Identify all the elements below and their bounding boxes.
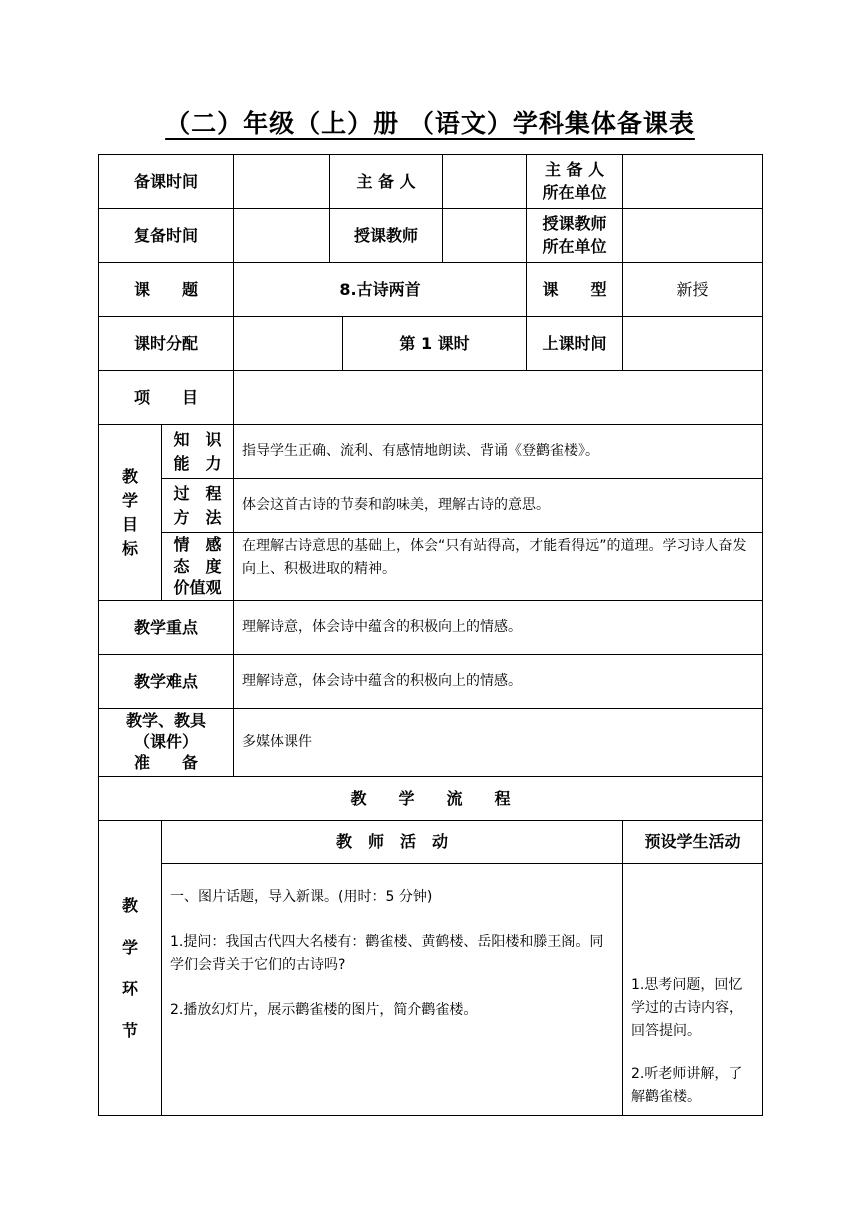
row-difficulties bbox=[99, 655, 763, 709]
key-points-text: 理解诗意，体会诗中蕴含的积极向上的情感。 bbox=[234, 601, 763, 655]
student-activity-header: 预设学生活动 bbox=[623, 821, 763, 864]
goal-row bbox=[99, 425, 763, 479]
row-prep-time bbox=[99, 155, 763, 209]
topic-value: 8.古诗两首 bbox=[234, 263, 527, 317]
topic-label: 课 题 bbox=[99, 263, 234, 317]
teacher-label: 授课教师 bbox=[330, 209, 443, 263]
period-label: 课时分配 bbox=[99, 317, 234, 371]
review-time-value bbox=[234, 209, 330, 263]
flow-section-label: 教 学 环 节 bbox=[99, 821, 162, 1116]
goal-row bbox=[99, 533, 763, 601]
prep-time-label: 备课时间 bbox=[99, 155, 234, 209]
prep-time-value bbox=[234, 155, 330, 209]
class-time-label: 上课时间 bbox=[527, 317, 623, 371]
goal-row bbox=[99, 479, 763, 533]
page-title: （二）年级（上）册 （语文）学科集体备课表 bbox=[165, 109, 695, 138]
goal-sub-label-emotion: 情 感 态 度 价值观 bbox=[162, 533, 234, 601]
flow-heading: 教 学 流 程 bbox=[99, 777, 763, 821]
row-flow-heading bbox=[99, 777, 763, 821]
student-activity-cell bbox=[623, 864, 763, 1116]
teacher-paragraph: 2.播放幻灯片，展示鹳雀楼的图片，简介鹳雀楼。 bbox=[170, 1002, 478, 1019]
lead-unit-label: 主 备 人 所在单位 bbox=[527, 155, 623, 209]
student-paragraph: 2.听老师讲解，了解鹳雀楼。 bbox=[631, 1066, 743, 1106]
teacher-paragraph: 1.提问：我国古代四大名楼有：鹳雀楼、黄鹤楼、岳阳楼和滕王阁。同学们会背关于它们的古诗吗? bbox=[170, 934, 604, 974]
row-flow-content bbox=[99, 864, 763, 1116]
tools-label: 教学、教具 （课件） 准 备 bbox=[99, 709, 234, 777]
difficulties-label: 教学难点 bbox=[99, 655, 234, 709]
item-value bbox=[234, 371, 763, 425]
class-time-value bbox=[623, 317, 763, 371]
teacher-unit-label: 授课教师 所在单位 bbox=[527, 209, 623, 263]
tools-text: 多媒体课件 bbox=[234, 709, 763, 777]
type-value: 新授 bbox=[623, 263, 763, 317]
goal-text-process: 体会这首古诗的节奏和韵味美，理解古诗的意思。 bbox=[234, 479, 763, 533]
period-value: 第 1 课时 bbox=[343, 317, 527, 371]
teacher-unit-value bbox=[623, 209, 763, 263]
goal-text-knowledge: 指导学生正确、流利、有感情地朗读、背诵《登鹳雀楼》。 bbox=[234, 425, 763, 479]
row-topic bbox=[99, 263, 763, 317]
row-item bbox=[99, 371, 763, 425]
type-label: 课 型 bbox=[527, 263, 623, 317]
teacher-activity-cell bbox=[162, 864, 623, 1116]
lesson-plan-table bbox=[98, 154, 763, 1116]
row-flow-header bbox=[99, 821, 763, 864]
row-review-time bbox=[99, 209, 763, 263]
teacher-paragraph: 一、图片话题，导入新课。(用时：5 分钟) bbox=[170, 889, 433, 905]
lead-preparer-label: 主 备 人 bbox=[330, 155, 443, 209]
teacher-activity-header: 教 师 活 动 bbox=[162, 821, 623, 864]
difficulties-text: 理解诗意，体会诗中蕴含的积极向上的情感。 bbox=[234, 655, 763, 709]
teacher-value bbox=[443, 209, 527, 263]
period-blank bbox=[234, 317, 343, 371]
goals-section-label: 教 学 目 标 bbox=[99, 425, 162, 601]
item-label: 项 目 bbox=[99, 371, 234, 425]
review-time-label: 复备时间 bbox=[99, 209, 234, 263]
row-tools bbox=[99, 709, 763, 777]
row-period bbox=[99, 317, 763, 371]
goal-sub-label-knowledge: 知 识 能 力 bbox=[162, 425, 234, 479]
key-points-label: 教学重点 bbox=[99, 601, 234, 655]
row-key-points bbox=[99, 601, 763, 655]
goal-sub-label-process: 过 程 方 法 bbox=[162, 479, 234, 533]
lead-preparer-value bbox=[443, 155, 527, 209]
lead-unit-value bbox=[623, 155, 763, 209]
student-paragraph: 1.思考问题，回忆学过的古诗内容，回答提问。 bbox=[631, 977, 744, 1040]
goal-text-emotion: 在理解古诗意思的基础上，体会“只有站得高，才能看得远”的道理。学习诗人奋发向上、积极进取的精神。 bbox=[234, 533, 763, 601]
